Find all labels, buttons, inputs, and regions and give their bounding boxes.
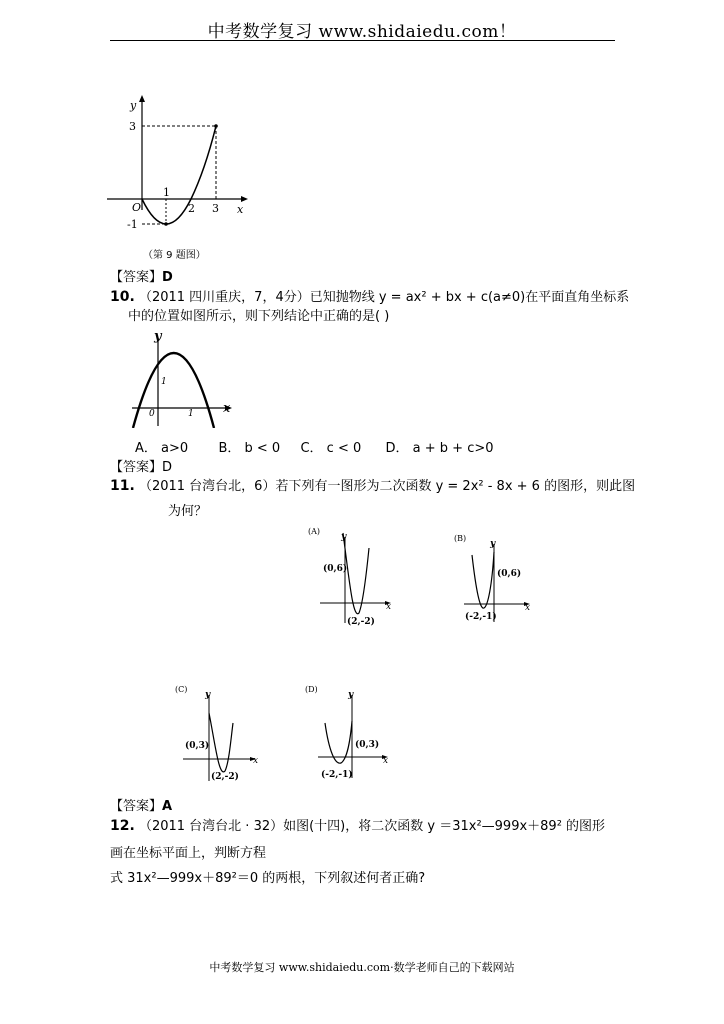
q11-c-intercept: (0,3)	[185, 741, 210, 751]
q11-d-intercept: (0,3)	[355, 740, 380, 750]
q9-parabola	[142, 126, 216, 224]
q10-stem-line1	[110, 286, 629, 305]
q11-c-x-label: x	[253, 756, 259, 766]
q12-stem-line1	[110, 815, 605, 834]
q9-x-label: x	[237, 203, 244, 216]
q10-answer: D	[162, 460, 173, 475]
q11-c-vertex: (2,-2)	[211, 772, 239, 782]
q9-caption: （第 9 题图）	[143, 250, 206, 261]
q10-y-label: y	[154, 329, 162, 344]
q11-graph-d	[303, 683, 395, 783]
q11-b-intercept: (0,6)	[497, 569, 522, 579]
q11-graph-b	[452, 530, 537, 625]
q11-b-vertex: (-2,-1)	[465, 612, 497, 622]
q11-b-x-label: x	[525, 603, 531, 613]
q11-a-x-label: x	[386, 602, 392, 612]
q9-x2-label: 2	[188, 202, 195, 215]
q9-x3-label: 3	[212, 202, 219, 215]
q11-graph-a-label: (A)	[308, 527, 321, 536]
q12-stem-line3: 式 31x²—999x＋89²＝0 的两根，下列叙述何者正确?	[110, 871, 426, 886]
q11-a-intercept: (0,6)	[323, 564, 348, 574]
q9-answer-row	[110, 266, 173, 285]
q9-x1-label: 1	[163, 186, 170, 199]
q11-stem-line2: 为何？	[168, 504, 208, 519]
q10-options	[135, 437, 494, 456]
q10-parabola	[133, 353, 214, 428]
q9-y-arrow-icon	[139, 95, 145, 102]
q10-y-tick-label: 1	[161, 377, 167, 387]
q10-answer-row	[110, 456, 172, 475]
page-header: 中考数学复习 www.shidaiedu.com！	[207, 22, 517, 42]
q11-graph-b-label: (B)	[454, 534, 467, 543]
q10-stem-line2: 中的位置如图所示，则下列结论中正确的是( )	[128, 309, 390, 324]
q11-answer-row	[110, 795, 172, 814]
q12-stem-text: （2011 台湾台北 · 32）如图(十四)，将二次函数 y ＝31x²—999x＋89² 的图形	[138, 819, 606, 834]
q11-a-y-label: y	[341, 532, 347, 542]
q11-answer: A	[162, 799, 173, 814]
answer-label: 【答案】	[110, 799, 163, 814]
q10-number: 10.	[110, 289, 135, 305]
q9-x-arrow-icon	[241, 196, 248, 202]
q10-stem-text: （2011 四川重庆，7，4分）已知抛物线 y = ax² + bx + c(a≠0)在平面直角坐标系	[138, 290, 630, 305]
answer-label: 【答案】	[110, 270, 163, 285]
q11-stem-line1	[110, 475, 635, 494]
q10-graph	[128, 328, 238, 428]
page-footer: 中考数学复习 www.shidaiedu.com·数学老师自己的下载网站	[209, 961, 515, 974]
q11-c-parabola	[209, 713, 233, 772]
q11-b-y-label: y	[490, 539, 496, 549]
q9-graph	[105, 92, 255, 237]
q11-number: 11.	[110, 478, 135, 494]
q9-y-top-label: 3	[129, 120, 136, 133]
q9-answer: D	[162, 270, 173, 285]
q12-number: 12.	[110, 818, 135, 834]
q11-d-x-label: x	[383, 756, 389, 766]
q11-c-y-label: y	[205, 690, 211, 700]
q11-graph-c-label: (C)	[175, 685, 188, 694]
q9-point-min	[164, 222, 168, 226]
q10-x-tick-label: 1	[188, 409, 194, 419]
q10-x-label: x	[223, 401, 231, 416]
q9-y-neg-label: -1	[127, 218, 138, 231]
q12-stem-line2: 画在坐标平面上，判断方程	[110, 846, 267, 861]
q11-graph-d-label: (D)	[305, 685, 318, 694]
q11-stem-text: （2011 台湾台北，6）若下列有一图形为二次函数 y = 2x² - 8x + 6 的图形，则此图	[138, 479, 636, 494]
q10-option-c: C． c < 0	[300, 441, 362, 456]
q9-y-label: y	[130, 99, 137, 112]
q10-option-a: A． a>0	[135, 441, 189, 456]
q9-point-top	[214, 124, 218, 128]
header-rule	[110, 40, 615, 41]
q10-origin-label: 0	[149, 409, 155, 419]
q11-a-vertex: (2,-2)	[347, 617, 375, 627]
q11-b-parabola	[472, 552, 494, 608]
q10-option-b: B． b < 0	[218, 441, 281, 456]
q10-option-d: D． a + b + c>0	[385, 441, 494, 456]
answer-label: 【答案】	[110, 460, 163, 475]
q11-d-vertex: (-2,-1)	[321, 770, 353, 780]
q11-graph-c	[173, 683, 265, 783]
q11-d-y-label: y	[348, 690, 354, 700]
q11-graph-a	[305, 523, 395, 633]
q9-origin-label: O	[132, 201, 142, 214]
